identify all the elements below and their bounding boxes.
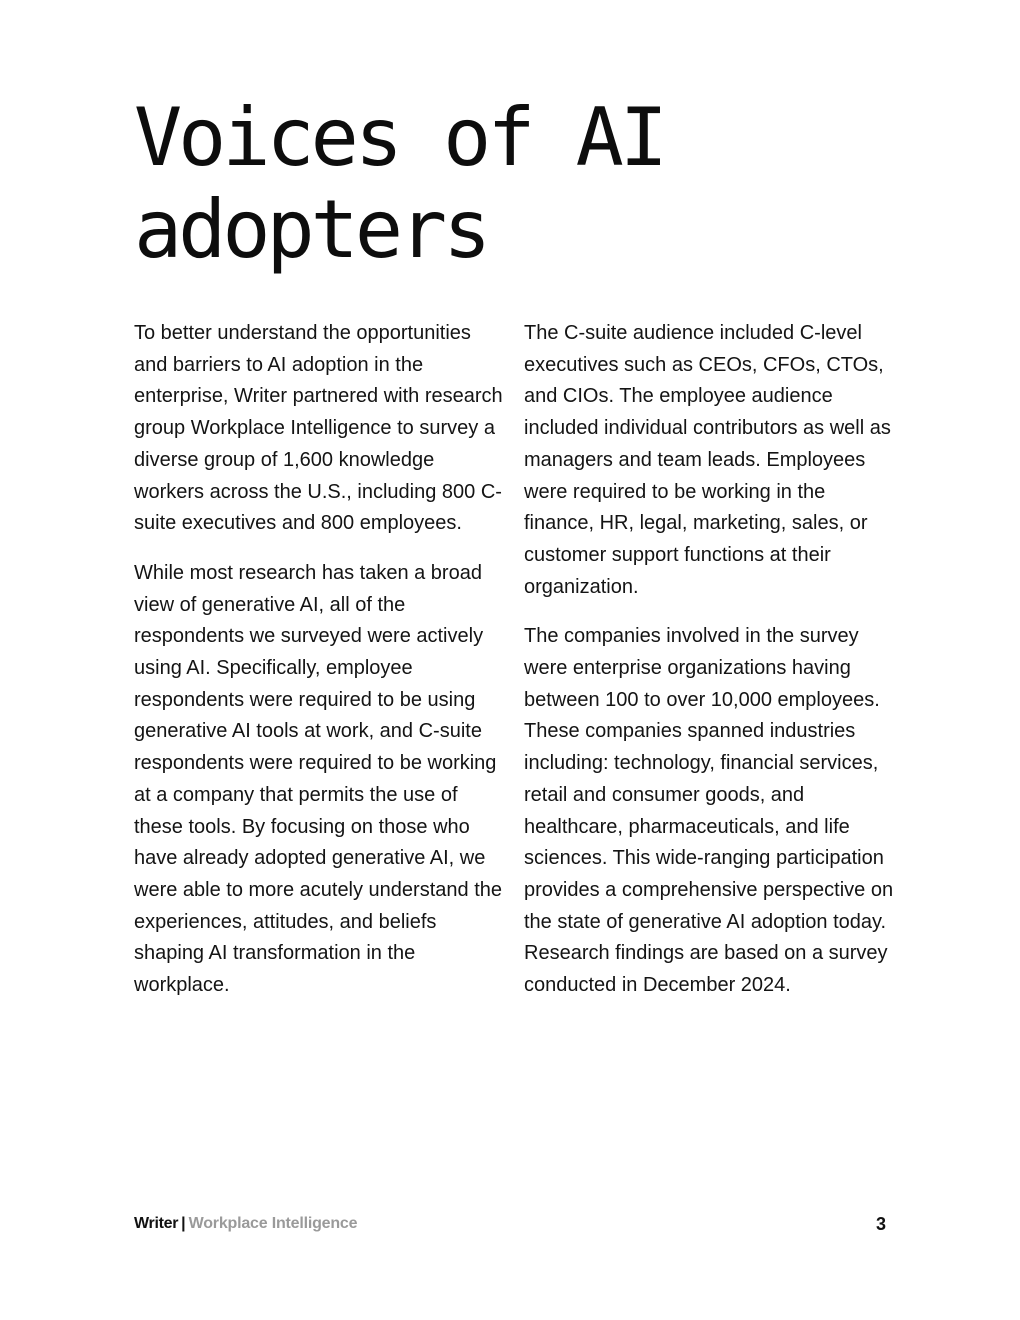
right-column: [524, 318, 896, 1020]
page-footer: [134, 1212, 886, 1236]
paragraph: The companies involved in the survey were enterprise organizations having between 100 to over 10,000 employees. These companies spanned industries including: technology, financial services, retail and consumer goods, and healthcare, pharmaceuticals, and life sciences. This wide-ranging participation provides a comprehensive perspective on the state of generative AI adoption today. Research findings are based on a survey conducted in December 2024.: [524, 625, 894, 997]
page-number: 3: [875, 1214, 886, 1234]
left-column: [134, 318, 506, 1020]
paragraph: While most research has taken a broad view of generative AI, all of the respondents we surveyed were actively using AI. Specifically, employee respondents were required to be using generative AI tools at work, and C-suite respondents were required to be working at a company that permits the use of these tools. By focusing on those who have already adopted generative AI, we were able to more acutely understand the experiences, attitudes, and beliefs shaping AI transformation in the workplace.: [134, 561, 502, 997]
footer-separator: |: [181, 1215, 186, 1232]
footer-brand: Writer: [134, 1215, 179, 1232]
paragraph: The C-suite audience included C-level executives such as CEOs, CFOs, CTOs, and CIOs. The employee audience included individual contributors as well as managers and team leads. Employees were required to be working in the finance, HR, legal, marketing, sales, or customer support functions at their organization.: [524, 322, 891, 598]
page-title: Voices of AI adopters: [134, 91, 664, 276]
footer-partner: Workplace Intelligence: [188, 1215, 358, 1232]
paragraph: To better understand the opportunities and barriers to AI adoption in the enterprise, Writer partnered with research group Workplace Intelligence to survey a diverse group of 1,600 knowledge workers across the U.S., including 800 C-suite executives and 800 employees.: [134, 322, 503, 535]
